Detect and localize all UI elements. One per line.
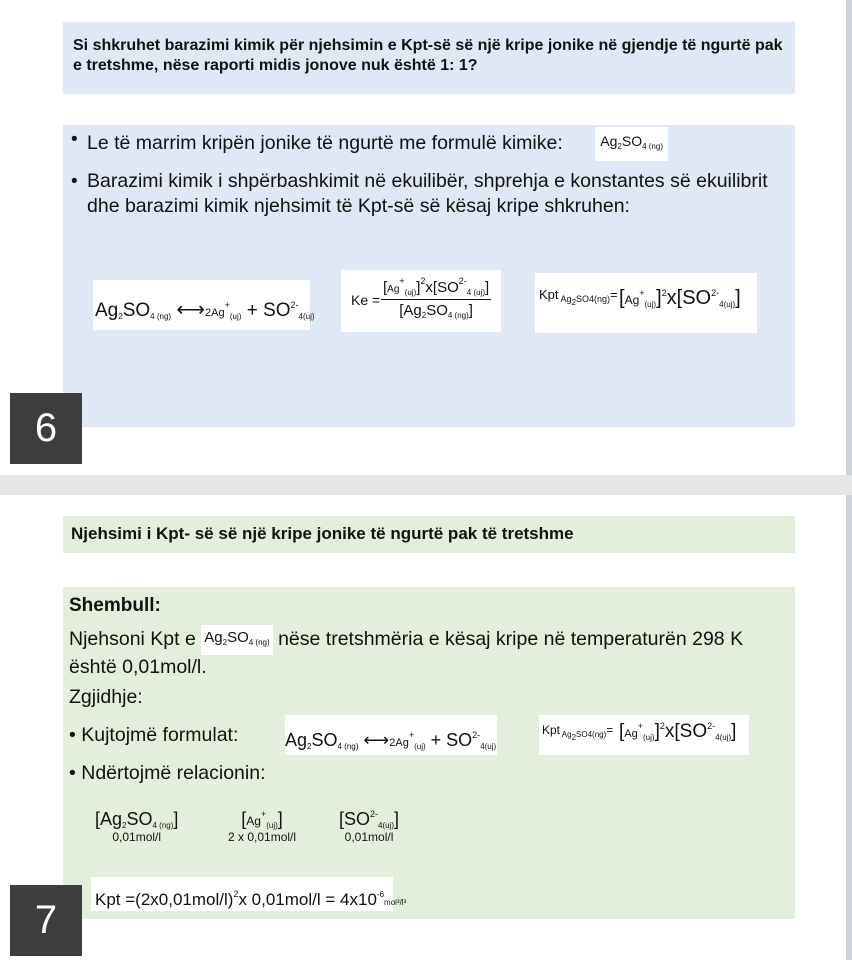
kpt-label: Kpt	[539, 287, 559, 302]
slide6-number: 6	[10, 393, 82, 464]
slide6-question: Si shkruhet barazimi kimik për njehsimin e Kpt-së së një kripe jonike në gjendje të ngurtë pak e tretshme, nëse raporti midis jonove nuk është 1: 1?	[63, 22, 795, 94]
slide6-bullet-2	[71, 169, 786, 219]
conc-ag2so4: $[Ag_2SO_{4 (ng)}]$ 0,01mol/l	[95, 809, 179, 844]
formula-ag2so4: $Ag_2SO_{4 (ng)}$	[201, 625, 272, 655]
double-arrow-icon: ⟷	[176, 299, 206, 321]
kpt-calculation: Kpt $=(2x0,01mol/l)^2x$ $0,01mol/l = 4x10^{-6}mol^3/l^3$	[91, 877, 393, 911]
conc-ag-ion-value: 2 x 0,01mol/l	[228, 830, 297, 844]
slide7-bullet-2: • Ndërtojmë relacionin:	[69, 762, 266, 784]
conc-so4-ion: $[SO^{2-}_{4(uj)}]$ 0,01mol/l	[339, 809, 400, 844]
slide6-bullet-2-text: Barazimi kimik i shpërbashkimit në ekuilibër, shprehja e konstantes së ekuilibrit dhe barazimi kimik njehsimit të Kpt-së së kësaj kripe shkruhen:	[87, 170, 768, 217]
problem-statement: Njehsoni Kpt e $Ag_2SO_{4 (ng)}$ nëse tretshmëria e kësaj kripe në temperaturën 298 K është 0,01mol/l.	[69, 625, 769, 680]
bullet-dot-icon: •	[69, 762, 76, 784]
bullet-dot-icon: •	[71, 171, 78, 192]
ke-label: Ke	[351, 292, 369, 308]
kpt-expression: Kpt $_{Ag_2SO4(ng)}$= $[Ag^+_{(uj)}]^2x[SO^{2-}_{4(uj)}]$	[535, 273, 757, 333]
slide6-content	[63, 125, 795, 427]
slide7-number: 7	[10, 885, 82, 956]
bullet-dot-icon: •	[69, 724, 76, 746]
ke-expression: Ke = $\frac{[Ag^+_{(uj)}]^2x[SO^{2-}_{4 (uj)}]}{[Ag_2SO_{4 (ng)}]}$	[341, 270, 501, 332]
conc-so4-ion-value: 0,01mol/l	[344, 830, 394, 844]
slide6-bullets	[71, 127, 786, 227]
slide7-bullet-1: • Kujtojmë formulat:	[69, 724, 239, 746]
formula-ag2so4: $Ag_2SO_{4 (ng)}$	[595, 127, 668, 161]
slide6-bullet-1	[71, 127, 786, 161]
slide7-title: Njehsimi i Kpt- së së një kripe jonike të ngurtë pak të tretshme	[63, 516, 795, 553]
conc-ag-ion: $[Ag^+_{(uj)}]$ 2 x 0,01mol/l	[228, 809, 297, 844]
bullet-dot-icon: •	[71, 129, 78, 150]
dissociation-equation-recall: $Ag_2SO_{4 (ng)}$ $⟷2Ag^+_{(uj)} + SO^{2-}_{4(uj)}$	[285, 715, 497, 755]
slide7-content	[63, 587, 795, 919]
conc-ag2so4-value: 0,01mol/l	[112, 830, 162, 844]
slide-separator	[0, 475, 852, 495]
kpt-expression-recall: Kpt $_{Ag_2SO4(ng)}$= $[Ag^+_{(uj)}]^2x[SO^{2-}_{4(uj)}]$	[539, 715, 749, 755]
solution-heading: Zgjidhje:	[69, 686, 143, 708]
example-heading: Shembull:	[69, 595, 161, 616]
slide6-bullet-1-text: Le të marrim kripën jonike të ngurtë me formulë kimike:	[87, 132, 563, 155]
dissociation-equation: $Ag_2SO_{4 (ng)}$ $⟷2Ag^+_{(uj)} + SO^{2-}_{4(uj)}$	[93, 280, 310, 330]
double-arrow-icon: ⟷	[363, 730, 390, 750]
